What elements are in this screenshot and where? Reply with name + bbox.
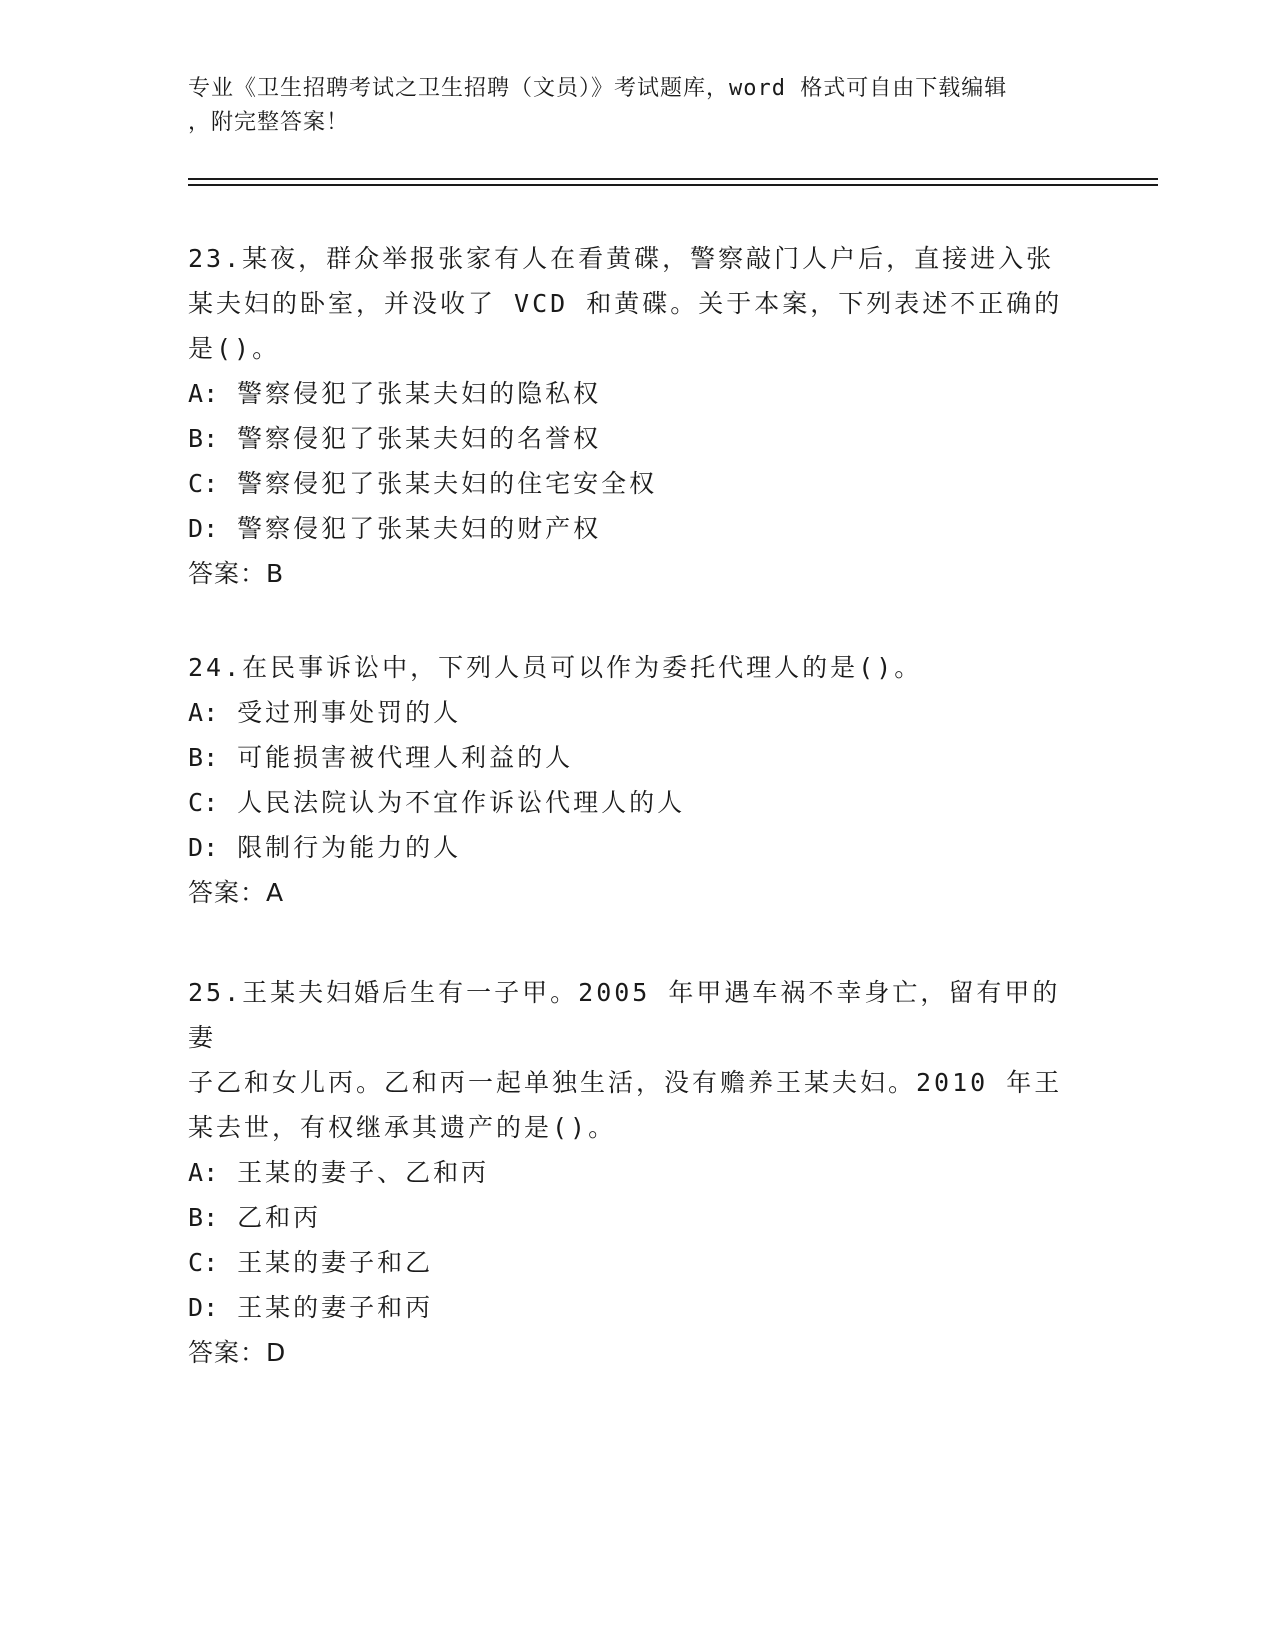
option-letter: B: [188, 1203, 204, 1232]
question-stem: [188, 645, 1088, 690]
question-line: 24.在民事诉讼中，下列人员可以作为委托代理人的是()。: [188, 653, 923, 682]
option-letter: C: [188, 469, 204, 498]
option-d: [188, 825, 1088, 870]
option-separator: :: [203, 1248, 222, 1277]
question-stem: [188, 970, 1088, 1150]
option-a: [188, 371, 1088, 416]
option-c: [188, 780, 1088, 825]
question-line: 23.某夜，群众举报张家有人在看黄碟，警察敲门人户后，直接进入张: [188, 244, 1055, 273]
option-separator: :: [203, 379, 222, 408]
option-letter: B: [188, 424, 204, 453]
option-b: [188, 735, 1088, 780]
question-24: [188, 645, 1088, 915]
option-separator: :: [203, 469, 222, 498]
option-d: [188, 1285, 1088, 1330]
option-letter: A: [188, 698, 204, 727]
option-separator: :: [203, 1203, 222, 1232]
question-line: 某去世，有权继承其遗产的是()。: [188, 1113, 617, 1142]
option-letter: B: [188, 743, 204, 772]
option-letter: D: [188, 1293, 204, 1322]
question-line: 25.王某夫妇婚后生有一子甲。2005 年甲遇车祸不幸身亡，留有甲的妻: [188, 978, 1061, 1052]
question-line: 子乙和女儿丙。乙和丙一起单独生活，没有赡养王某夫妇。2010 年王: [188, 1068, 1063, 1097]
option-a: [188, 1150, 1088, 1195]
header-divider-bottom: [188, 184, 1158, 186]
question-25: [188, 970, 1088, 1375]
question-23: [188, 236, 1088, 596]
question-line: 某夫妇的卧室，并没收了 VCD 和黄碟。关于本案，下列表述不正确的: [188, 289, 1063, 318]
header-divider-top: [188, 178, 1158, 180]
option-b: [188, 416, 1088, 461]
document-header: [188, 72, 1088, 140]
option-separator: :: [203, 514, 222, 543]
option-letter: D: [188, 833, 204, 862]
answer-line: 答案：A: [188, 878, 285, 907]
option-d: [188, 506, 1088, 551]
option-text: 王某的妻子和乙: [237, 1248, 434, 1277]
option-text: 王某的妻子、乙和丙: [237, 1158, 490, 1187]
option-separator: :: [203, 788, 222, 817]
header-line-1: 专业《卫生招聘考试之卫生招聘（文员）》考试题库，word 格式可自由下载编辑: [188, 76, 1008, 101]
option-text: 人民法院认为不宜作诉讼代理人的人: [237, 788, 686, 817]
option-text: 王某的妻子和丙: [237, 1293, 434, 1322]
option-c: [188, 1240, 1088, 1285]
answer-line: 答案：B: [188, 559, 285, 588]
option-a: [188, 690, 1088, 735]
option-separator: :: [203, 743, 222, 772]
option-letter: A: [188, 1158, 204, 1187]
option-separator: :: [203, 698, 222, 727]
answer-line: 答案：D: [188, 1338, 287, 1367]
question-line: 是()。: [188, 334, 281, 363]
option-separator: :: [203, 424, 222, 453]
option-text: 警察侵犯了张某夫妇的住宅安全权: [237, 469, 658, 498]
option-letter: C: [188, 788, 204, 817]
option-text: 乙和丙: [237, 1203, 322, 1232]
header-line-2: ，附完整答案！: [188, 110, 350, 135]
option-text: 警察侵犯了张某夫妇的财产权: [237, 514, 602, 543]
option-letter: A: [188, 379, 204, 408]
option-text: 受过刑事处罚的人: [237, 698, 462, 727]
option-letter: D: [188, 514, 204, 543]
option-text: 可能损害被代理人利益的人: [237, 743, 574, 772]
option-separator: :: [203, 833, 222, 862]
option-text: 限制行为能力的人: [237, 833, 462, 862]
option-b: [188, 1195, 1088, 1240]
option-letter: C: [188, 1248, 204, 1277]
option-separator: :: [203, 1293, 222, 1322]
option-separator: :: [203, 1158, 222, 1187]
question-stem: [188, 236, 1088, 371]
option-c: [188, 461, 1088, 506]
option-text: 警察侵犯了张某夫妇的隐私权: [237, 379, 602, 408]
option-text: 警察侵犯了张某夫妇的名誉权: [237, 424, 602, 453]
